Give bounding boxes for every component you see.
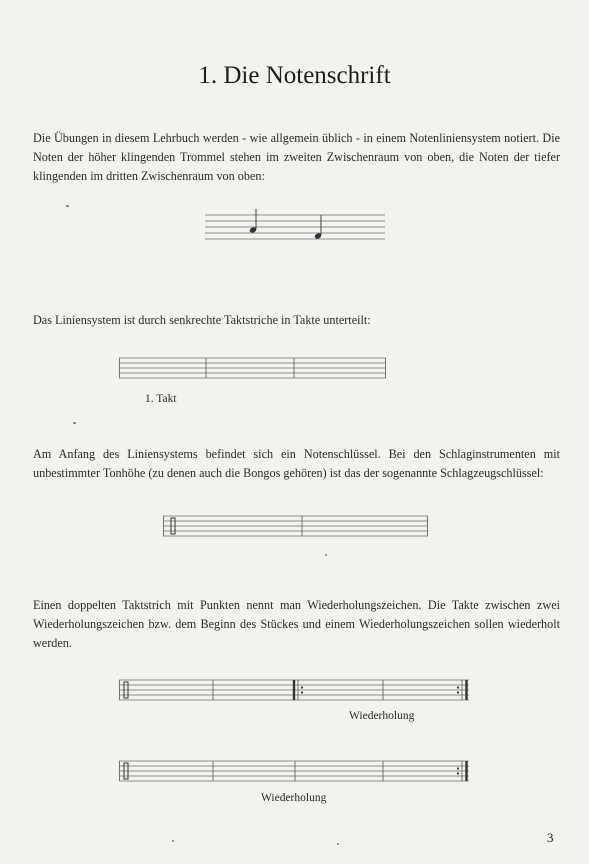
staff-percussion-clef [163, 515, 428, 540]
page-number: 3 [547, 830, 554, 845]
paragraph-notation-intro: Die Übungen in diesem Lehrbuch werden - wie allgemein üblich - in einem Notenliniensystem notiert. Die Noten der höher klingenden Trommel stehen im zweiten Zwischenraum von oben, die Noten der tiefer klingenden im dritten Zwischenraum von oben: [33, 131, 560, 183]
scan-speck [73, 422, 76, 424]
caption-repeat-from-start: Wiederholung [261, 792, 327, 804]
scan-speck [172, 840, 174, 842]
paragraph-bar-lines: Das Liniensystem ist durch senkrechte Taktstriche in Takte unterteilt: [33, 313, 371, 327]
paragraph-clef: Am Anfang des Liniensystems befindet sich ein Notenschlüssel. Bei den Schlaginstrumenten mit unbestimmter Tonhöhe (zu denen auch die Bongos gehören) ist das der sogenannte Schlagzeugschlüssel: [33, 447, 560, 480]
scan-speck [337, 843, 339, 845]
staff-two-notes [205, 213, 385, 243]
paragraph-repeat-signs: Einen doppelten Taktstrich mit Punkten nennt man Wiederholungszeichen. Die Takte zwischen zwei Wiederholungszeichen bzw. dem Beginn des Stückes und einem Wiederholungszeichen sollen wiederholt werden. [33, 598, 560, 650]
staff-repeat-from-start [119, 760, 469, 786]
caption-first-measure: 1. Takt [145, 393, 177, 405]
caption-repeat-section: Wiederholung [349, 710, 415, 722]
staff-repeat-section [119, 679, 469, 705]
high-drum-note [249, 209, 257, 234]
page-title: 1. Die Notenschrift [198, 62, 391, 89]
scan-speck [66, 205, 69, 207]
staff-measures [119, 357, 386, 382]
scan-speck [325, 554, 327, 556]
low-drum-note [314, 215, 322, 240]
